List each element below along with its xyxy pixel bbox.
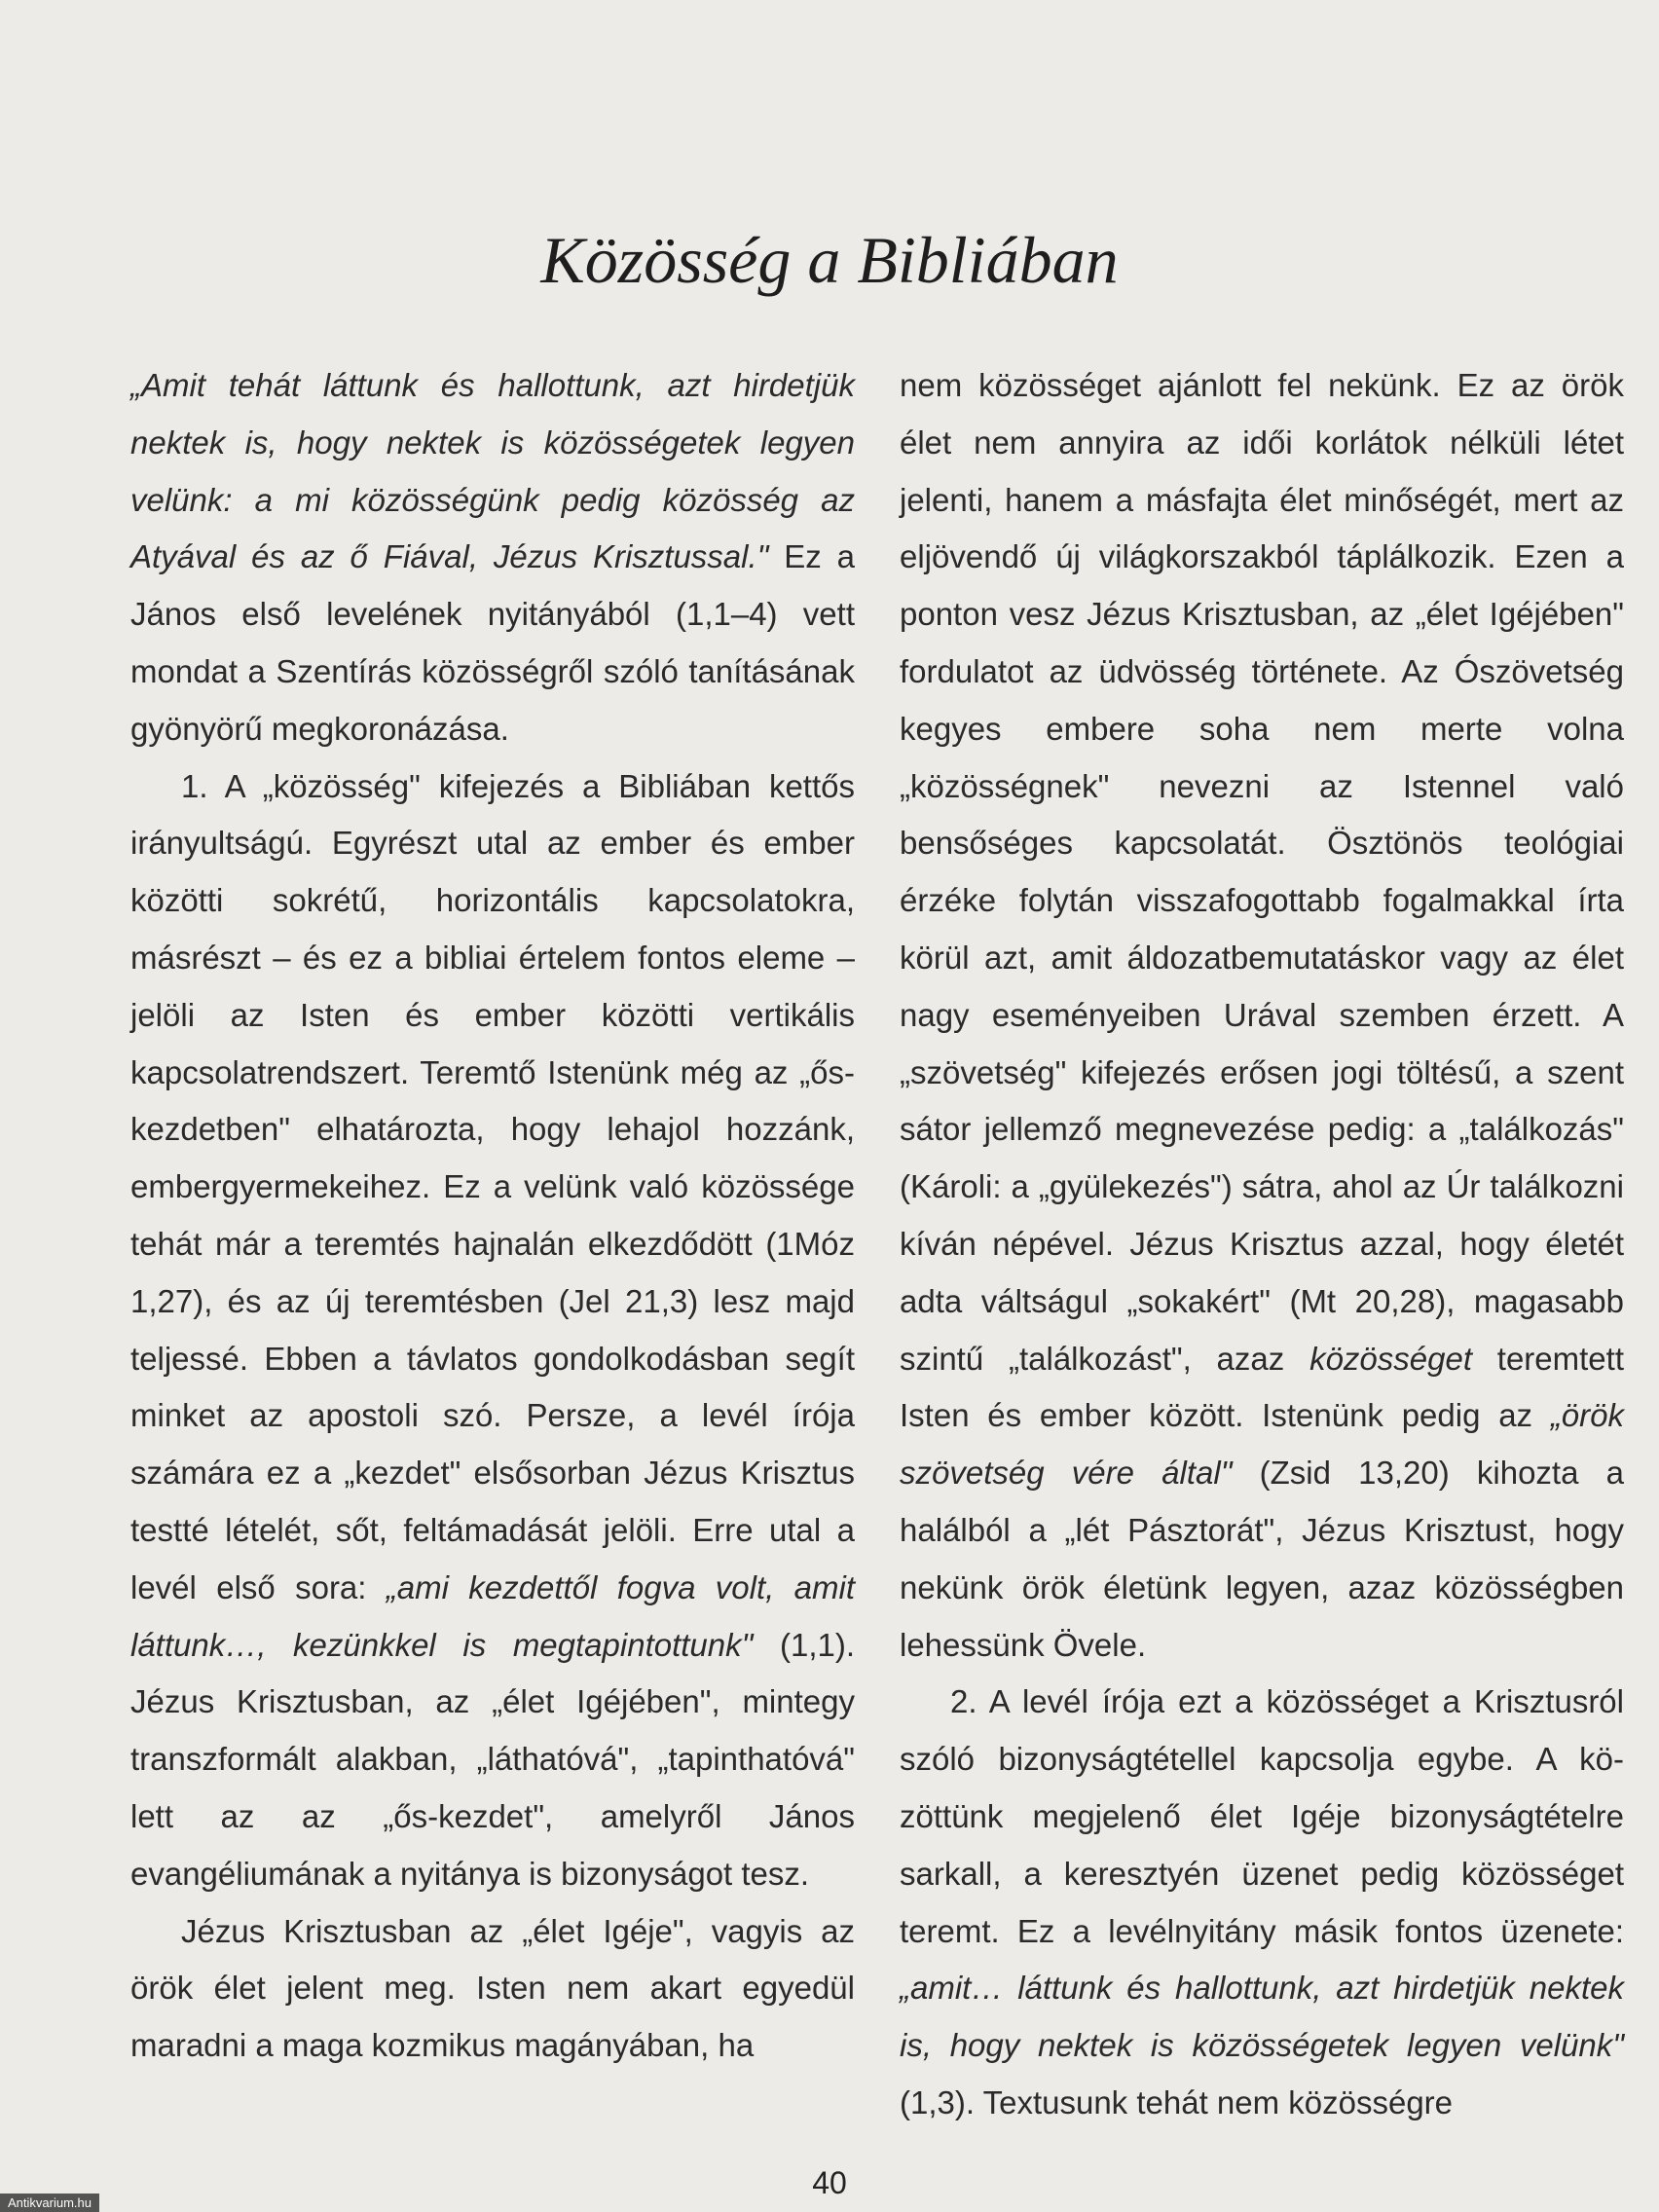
paragraph (130, 1903, 855, 2075)
paragraph (900, 357, 1624, 1674)
quote: „ami kezdettől fogva volt, amit láttunk…, kezünkkel is megtapintottunk" (130, 1568, 855, 1663)
paragraph-text: Ez a János első levelének nyitányából (1,1–4) vett mondat a Szentírás közösségről szóló tanításának gyönyörű megkoronázása. (130, 538, 855, 747)
paragraph-text: Jézus Krisztusban az „élet Igéje", vagyis az örök élet jelent meg. Isten nem akart egyedül maradni a maga kozmikus magányában, ha (130, 1912, 855, 2064)
paragraph-text: teremtett Isten és ember között. Istenünk pedig az (900, 1340, 1624, 1434)
paragraph-text: 1. A „közösség" kifejezés a Bibliában kettős irányultságú. Egyrészt utal az ember és ember közötti sokrétű, horizontális kapcsolatokra, másrészt – és ez a bibliai értelem fontos eleme – jelöli az Isten és ember közötti vertikális kapcsolatrendszert. Teremtő Istenünk még az „ős-kezdetben" elhatározta, hogy lehajol hozzánk, embergyermekeihez. Ez a velünk való közössége tehát már a teremtés hajnalán elkezdődött (1Móz 1,27), és az új teremtésben (Jel 21,3) lesz majd teljessé. Ebben a távlatos gondolkodásban segít minket az apostoli szó. Persze, a levél írója számára ez a „kezdet" elsősorban Jézus Krisztus testté lételét, sőt, feltámadását jelöli. Erre utal a levél első sora: (130, 767, 855, 1605)
quote: „amit… láttunk és hallottunk, azt hirdetjük nektek is, hogy nektek is közösségetek legyen velünk" (900, 1970, 1624, 2064)
quote: „Amit tehát láttunk és hallottunk, azt hirdetjük nektek is, hogy nektek is közösségetek legyen velünk: a mi közösségünk pedig közösség az Atyával és az ő Fiával, Jézus Krisztussal." (130, 367, 855, 575)
left-column (130, 357, 855, 2075)
right-column (900, 357, 1624, 2132)
quote: „örök szövetség vére által" (900, 1397, 1624, 1492)
paragraph-text: (1,3). Textusunk tehát nem közösségre (900, 2083, 1454, 2120)
paragraph (130, 758, 855, 1903)
page-title: Közösség a Bibliában (540, 223, 1119, 297)
paragraph (900, 1674, 1624, 2131)
paragraph-text: (Zsid 13,20) kihozta a halálból a „lét Pásztorát", Jézus Krisztust, hogy nekünk örök életünk legyen, azaz közösségben lehessünk Övele. (900, 1455, 1624, 1663)
paragraph-text: nem közösséget ajánlott fel nekünk. Ez az örök élet nem annyira az idői korlátok nélküli létet jelenti, hanem a másfajta élet minőségét, mert az eljövendő új világkorszakból táplálkozik. Ezen a ponton vesz Jézus Krisztusban, az „élet Igéjében" fordulatot az üdvösség története. Az Ószövetség kegyes embere soha nem merte volna „közösségnek" nevezni az Istennel való bensőséges kapcsolatát. Ösztönös teológiai érzéke folytán visszafogottabb fogalmakkal írta körül azt, amit áldozatbemutatáskor vagy az élet nagy eseményeiben Urával szemben érzett. A „szövetség" kifejezés erősen jogi töltésű, a szent sátor jellemző megnevezése pedig: a „találkozás" (Károli: a „gyülekezés") sátra, ahol az Úr találkozni kíván népével. Jézus Krisztus azzal, hogy életét adta váltságul „sokakért" (Mt 20,28), magasabb szintű „találkozást", azaz (900, 367, 1624, 1377)
paragraph-text: (1,1). Jézus Krisztusban, az „élet Igéjében", mintegy transzformált alakban, „láthatóvá", „tapinthatóvá" lett az az „ős-kezdet", amelyről János evangéliumának a nyitánya is bizonyságot tesz. (130, 1626, 855, 1892)
paragraph-text: 2. A levél írója ezt a közösséget a Krisztusról szóló bizonyságtétellel kapcsolja egybe. A közöttünk megjelenő élet Igéje bizonyságtételre sarkall, a keresztyén üzenet pedig közösséget teremt. Ez a levélnyitány másik fontos üzenete: (900, 1683, 1624, 1949)
page-number: 40 (812, 2165, 847, 2200)
paragraph (130, 357, 855, 758)
watermark: Antikvarium.hu (0, 2194, 99, 2212)
emphasis: közösséget (1309, 1340, 1472, 1377)
